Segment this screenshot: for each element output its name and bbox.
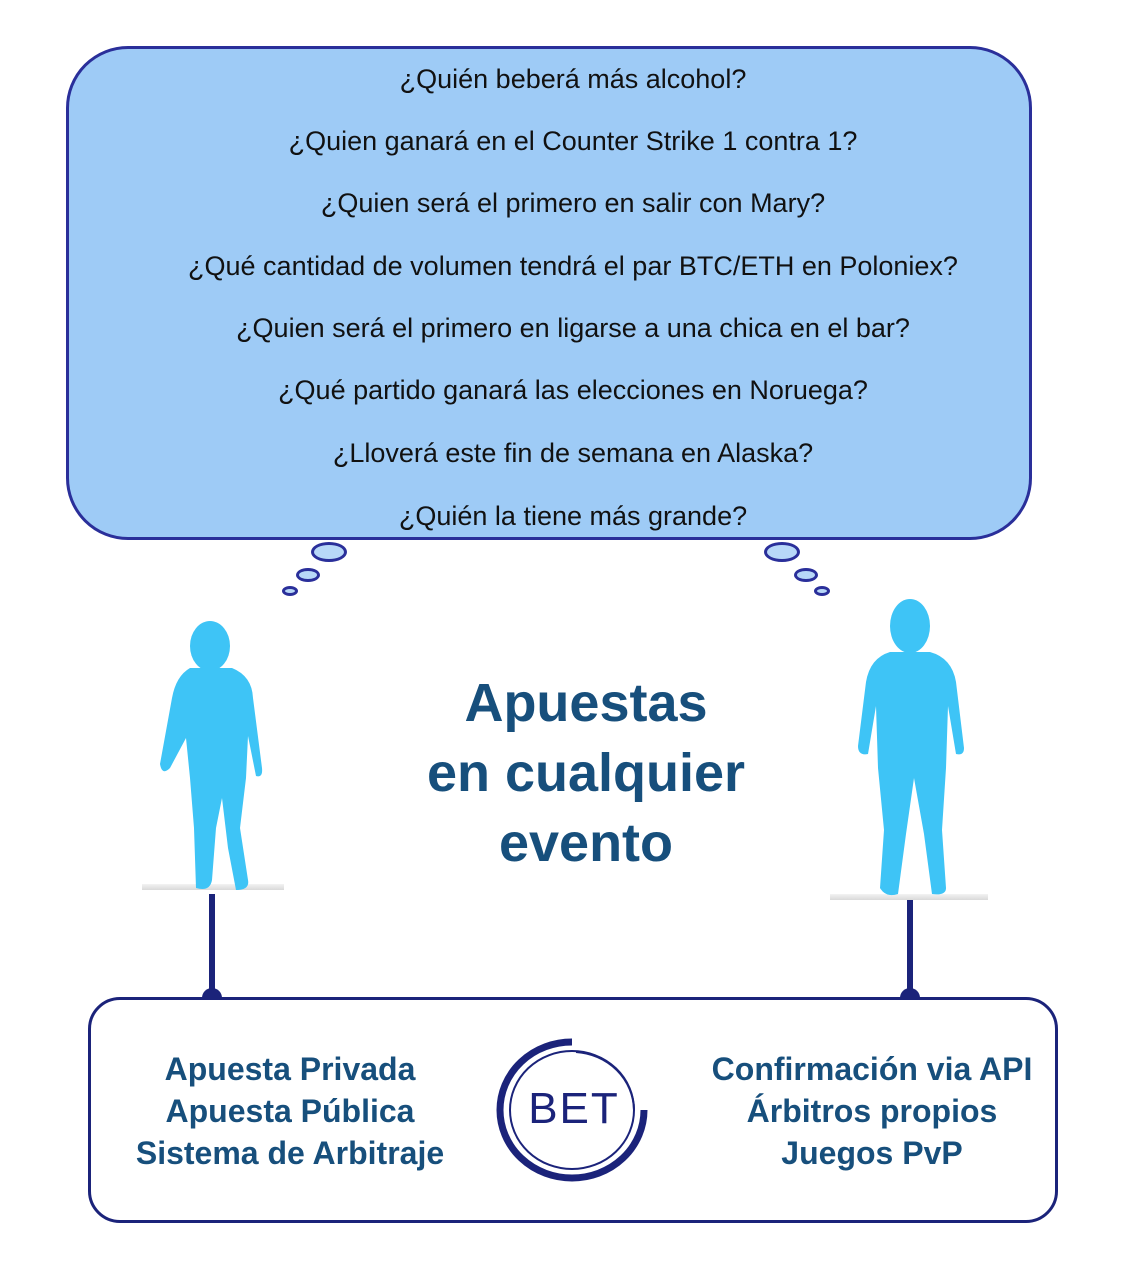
question-1: ¿Quién beberá más alcohol? bbox=[399, 64, 747, 94]
feature-public-bet: Apuesta Pública bbox=[165, 1093, 415, 1129]
feature-api-confirmation: Confirmación via API bbox=[711, 1051, 1033, 1087]
feature-pvp-games: Juegos PvP bbox=[781, 1135, 963, 1171]
main-title-line-1: Apuestas bbox=[464, 673, 708, 733]
feature-arbitration-system: Sistema de Arbitraje bbox=[135, 1135, 445, 1171]
standing-person-silhouette-icon bbox=[852, 598, 972, 898]
feature-list-left bbox=[100, 1048, 480, 1174]
question-8: ¿Quién la tiene más grande? bbox=[398, 501, 748, 531]
thought-puff-left-medium bbox=[296, 568, 320, 582]
main-title bbox=[380, 668, 792, 878]
left-connector-line bbox=[209, 894, 215, 998]
feature-list-right bbox=[672, 1048, 1072, 1174]
thought-puff-left-small bbox=[282, 586, 298, 596]
question-6: ¿Qué partido ganará las elecciones en Noruega? bbox=[278, 375, 868, 405]
thought-puff-right-small bbox=[814, 586, 830, 596]
right-connector-line bbox=[907, 900, 913, 998]
question-3: ¿Quien será el primero en salir con Mary? bbox=[320, 188, 826, 218]
feature-private-bet: Apuesta Privada bbox=[164, 1051, 416, 1087]
feature-own-arbiters: Árbitros propios bbox=[746, 1093, 998, 1129]
question-5: ¿Quien será el primero en ligarse a una chica en el bar? bbox=[236, 313, 910, 343]
question-2: ¿Quien ganará en el Counter Strike 1 contra 1? bbox=[288, 126, 858, 156]
thought-puff-right-medium bbox=[794, 568, 818, 582]
question-7: ¿Lloverá este fin de semana en Alaska? bbox=[332, 438, 814, 468]
thought-puff-left-large bbox=[311, 542, 347, 562]
bet-logo-text: BET bbox=[528, 1084, 620, 1133]
question-4: ¿Qué cantidad de volumen tendrá el par BTC/ETH en Poloniex? bbox=[188, 251, 958, 281]
thought-puff-right-large bbox=[764, 542, 800, 562]
main-title-line-3: evento bbox=[498, 813, 674, 873]
walking-person-silhouette-icon bbox=[150, 618, 270, 894]
main-title-line-2: en cualquier bbox=[426, 743, 746, 803]
